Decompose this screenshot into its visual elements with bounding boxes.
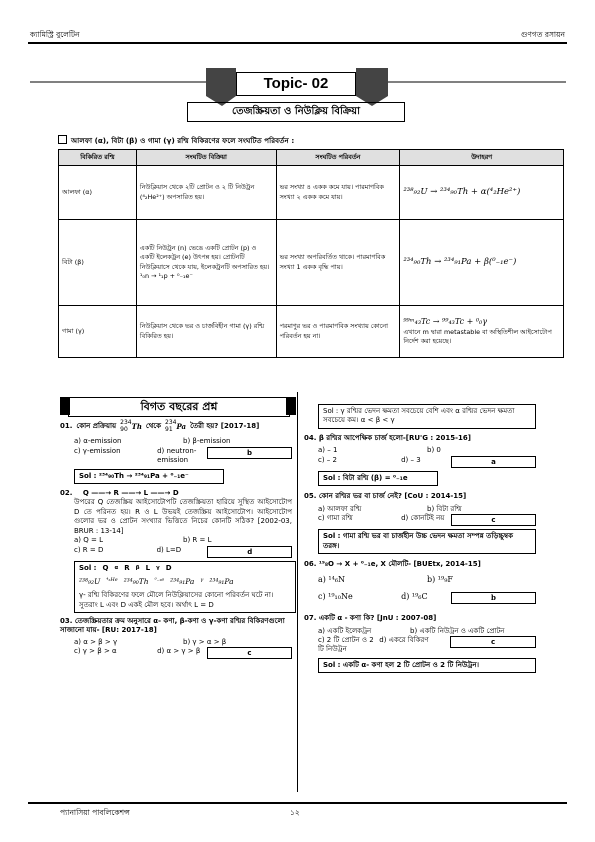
option-c[interactable]: c) γ > β > α xyxy=(74,647,117,656)
options-row xyxy=(60,437,292,446)
option-a[interactable]: a) α-emission xyxy=(74,437,122,446)
question-text: β রশ্মির আপেক্ষিক চার্জ হলো-[RU'G : 2015-16] xyxy=(318,433,471,442)
option-c[interactable]: c) – 2 xyxy=(318,455,337,464)
options-row xyxy=(60,647,292,659)
section-heading: বিগত বছরের প্রশ্ন xyxy=(68,397,290,417)
question-number: 02. xyxy=(60,488,73,497)
nuclide: ²³⁴₉₁Pa xyxy=(170,577,195,586)
nuclide-to xyxy=(165,420,186,433)
topic-subtitle: তেজস্ক্রিয়তা ও নিউক্লিয় বিক্রিয়া xyxy=(187,102,405,122)
example-equation: ⁹⁹ᵐ₄₃Tc → ⁹⁹₄₃Tc + ⁰₀γ xyxy=(403,317,488,327)
option-d[interactable]: d) L=D xyxy=(156,545,182,554)
cell-reaction: একটি নিউট্রন (n) ভেঙে একটি প্রোটন (p) ও একটি ইলেকট্রন (e) উৎপন্ন হয়। প্রোটনটি নিউক্লিয়াসে থেকে যায়, ইলেকট্রনটি অপসারিত হয়। ¹₀n → ¹₁p + ⁰₋₁e⁻ xyxy=(136,220,276,306)
question-text: কোন প্রক্রিয়ায় xyxy=(76,421,117,430)
answer-badge: b xyxy=(207,447,292,459)
option-c[interactable]: c) R = D xyxy=(74,545,104,554)
cell-example xyxy=(400,220,564,306)
column-divider xyxy=(297,392,298,792)
cell-change: ভর সংখ্যা অপরিবর্তিত থাকে। পারমাণবিক সংখ্যা 1 একক বৃদ্ধি পায়। xyxy=(276,220,400,306)
chain-arrow-label: β xyxy=(135,564,140,571)
options-row xyxy=(304,592,536,604)
header-left: ক্যামিস্ট্রি বুলেটিন xyxy=(30,30,80,39)
nuclide: ²³⁴₉₁Pa xyxy=(209,577,234,586)
option-b[interactable]: b) ¹⁹₉F xyxy=(427,575,453,585)
question-text: উপরের Q তেজস্ক্রিয় আইসোটোপটি তেজস্ক্রিয়তা হারিয়ে সুস্থিত আইসোটোপ D তে পরিনত হয়। R ও L উভয়ই তেজস্ক্রিয় আইসোটোপ। আইসোটোপ গুলোর ভর ও প্রোটন সংখ্যার ভিত্তিতে নিচের কোনটি সঠিক? [2002-03, BRUR : 13-14] xyxy=(74,498,292,535)
option-c[interactable]: c) γ-emission xyxy=(74,446,121,455)
chain-node: Q xyxy=(102,563,109,572)
mass-number: 234 xyxy=(165,419,177,426)
cell-change: পরমাণুর ভর ও পারমাণবিক সংখ্যায় কোনো পরিবর্তন হয় না। xyxy=(276,306,400,358)
option-d[interactable]: d) ¹⁹₆C xyxy=(401,592,428,602)
chain-arrow-label: α xyxy=(114,564,119,571)
question-01 xyxy=(60,420,292,433)
options-row xyxy=(304,575,536,586)
question-text: কোন রশ্মির ভর বা চার্জ নেই? [CoU : 2014-15] xyxy=(318,492,467,501)
atomic-number: 91 xyxy=(165,425,173,433)
question-04 xyxy=(304,434,536,443)
element-symbol: Th xyxy=(131,421,142,431)
table-header: উদাহরণ xyxy=(400,150,564,166)
option-b[interactable]: b) বিটা রশ্মি xyxy=(427,504,462,513)
atomic-number: 90 xyxy=(120,425,128,433)
option-a[interactable]: a) Q = L xyxy=(74,536,103,545)
footer-rule xyxy=(28,802,567,804)
solution-box xyxy=(74,561,296,613)
cell-example xyxy=(400,166,564,220)
emitted-particle: ⁰₋₁e xyxy=(154,577,165,583)
solution-box: Sol : বিটা রশ্মি (β) = ⁰₋₁e xyxy=(318,471,438,486)
page-number: ১২ xyxy=(290,808,300,817)
solution-box: Sol : গামা রশ্মি ভর বা চার্জহীন উচ্চ ভেদন ক্ষমতা সম্পন্ন তড়িচ্চুম্বক তরঙ্গ। xyxy=(318,529,536,554)
option-c[interactable]: c) 2 টি প্রোটন ও 2 টি নিউট্রন xyxy=(318,636,374,654)
table-header: সংঘটিত বিক্রিয়া xyxy=(136,150,276,166)
radiation-table xyxy=(58,149,564,358)
solution-box: Sol : ²³⁴₉₀Th → ²³⁴₉₁Pa + ⁰₋₁e⁻ xyxy=(74,469,224,484)
option-d[interactable]: d) – 3 xyxy=(401,455,421,464)
chain-arrow-label: γ xyxy=(156,564,160,571)
right-column xyxy=(304,404,536,673)
question-05 xyxy=(304,492,536,501)
options-row xyxy=(304,505,536,514)
intro-text: আলফা (α), বিটা (β) ও গামা (γ) রশ্মি বিকিরণের ফলে সংঘটিত পরিবর্তন : xyxy=(71,136,295,145)
decay-chain: Q ——→ R ——→ L ——→ D xyxy=(82,488,179,497)
table-header-row xyxy=(59,150,564,166)
nuclide-from xyxy=(120,420,142,433)
cell-example xyxy=(400,306,564,358)
cell-ray: বিটা (β) xyxy=(59,220,137,306)
option-d[interactable]: d) একরে বিকিরণ xyxy=(379,636,429,645)
example-equation: ²³⁴₉₀Th → ²³⁴₉₁Pa + β(⁰₋₁e⁻) xyxy=(403,257,517,268)
header-rule xyxy=(28,42,567,44)
chain-node: R xyxy=(124,563,130,572)
options-row xyxy=(304,514,536,526)
question-number: 04. xyxy=(304,433,317,442)
options-row xyxy=(60,536,292,545)
answer-badge: a xyxy=(451,456,536,468)
nuclide: ²³⁸₉₂U xyxy=(79,577,101,586)
option-b[interactable]: b) 0 xyxy=(427,446,441,455)
question-text: তৈরী হয়? [2017-18] xyxy=(190,421,260,430)
cell-ray: গামা (γ) xyxy=(59,306,137,358)
question-number: 07. xyxy=(304,614,317,623)
question-06 xyxy=(304,560,536,569)
option-b[interactable]: b) R = L xyxy=(183,536,212,545)
emitted-particle: ⁴₂He xyxy=(106,577,118,583)
cell-reaction: নিউক্লিয়াস থেকে ভর ও চার্জবিহীন গামা (γ) রশ্মি বিকিরিত হয়। xyxy=(136,306,276,358)
chain-node: D xyxy=(165,563,172,572)
table-row xyxy=(59,220,564,306)
answer-badge: b xyxy=(451,592,536,604)
cell-change: ভর সংখ্যা ৪ একক কমে যায়। পারমাণবিক সংখ্যা ২ একক কমে যায়। xyxy=(276,166,400,220)
option-b[interactable]: b) γ > α > β xyxy=(183,637,227,646)
option-c[interactable]: c) গামা রশ্মি xyxy=(318,514,353,523)
answer-badge: c xyxy=(207,647,292,659)
solution-box: Sol : একটি α- কণা হল 2 টি প্রোটন ও 2 টি নিউট্রন। xyxy=(318,658,536,673)
solution-box: Sol : γ রশ্মির ভেদন ক্ষমতা সবচেয়ে বেশি এবং α রশ্মির ভেদন ক্ষমতা সবচেয়ে কম। α < β < γ xyxy=(318,404,536,429)
emitted-particle: γ xyxy=(200,577,204,583)
table-row xyxy=(59,166,564,220)
footer-publisher: প্যানাসিয়া পাবলিকেশন্স xyxy=(60,808,130,817)
option-a[interactable]: a) একটি ইলেকট্রন xyxy=(318,626,372,635)
answer-badge: c xyxy=(450,636,536,648)
table-row xyxy=(59,306,564,358)
option-d[interactable]: d) neutron-emission xyxy=(157,446,197,465)
header-right: গুণগত রসায়ন xyxy=(520,30,565,39)
option-a[interactable]: a) α > β > γ xyxy=(74,637,118,646)
question-text: একটি α - কণা কি? [JnU : 2007-08] xyxy=(318,614,437,623)
option-b[interactable]: b) একটি নিউট্রন ও একটি প্রোটন xyxy=(410,626,505,635)
option-a[interactable]: a) – 1 xyxy=(318,446,338,455)
question-02 xyxy=(60,489,292,498)
solution-label: Sol : xyxy=(79,563,97,572)
topic-title: Topic- 02 xyxy=(236,72,356,96)
answer-badge: c xyxy=(451,514,536,526)
nuclide: ²³⁴₉₀Th xyxy=(123,577,149,586)
mass-number: 234 xyxy=(120,419,132,426)
solution-nuclides xyxy=(79,577,291,587)
option-a[interactable]: a) ¹⁴₆N xyxy=(318,575,346,585)
intro-line xyxy=(58,135,294,148)
example-note: এখানে m দ্বারা metastable বা অস্থিতিশীল আইসোটোপ নির্দেশ করা হয়েছে। xyxy=(403,328,552,346)
options-row xyxy=(304,456,536,468)
options-row xyxy=(304,446,536,455)
question-number: 01. xyxy=(60,421,73,430)
solution-chain xyxy=(79,564,291,573)
cell-ray: আলফা (α) xyxy=(59,166,137,220)
options-row xyxy=(60,546,292,558)
options-row xyxy=(304,627,536,636)
solution-text: γ- রশ্মি বিকিরণের ফলে মৌলে নিউক্লিয়াসের কোনো পরিবর্তন ঘটে না। সুতরাং L এবং D একই মৌল হবে। অর্থাৎ L = D xyxy=(79,591,274,609)
question-07 xyxy=(304,614,536,623)
question-number: 05. xyxy=(304,492,317,501)
checkbox-icon xyxy=(58,135,67,144)
question-text: থেকে xyxy=(145,421,162,430)
answer-badge: d xyxy=(207,546,292,558)
left-column xyxy=(60,420,292,659)
options-row xyxy=(60,638,292,647)
chain-node: L xyxy=(145,563,151,572)
table-header: বিকিরিত রশ্মি xyxy=(59,150,137,166)
option-b[interactable]: b) β-emission xyxy=(183,437,231,446)
options-row xyxy=(60,447,292,466)
element-symbol: Pa xyxy=(176,421,187,431)
question-number: 06. xyxy=(304,559,317,568)
question-03 xyxy=(60,617,292,636)
options-row xyxy=(304,636,536,655)
cell-reaction: নিউক্লিয়াস থেকে ২টি প্রোটন ও ২ টি নিউট্রন (⁴₂He²⁺) অপসারিত হয়। xyxy=(136,166,276,220)
example-equation: ²³⁸₉₂U → ²³⁴₉₀Th + α(⁴₂He²⁺) xyxy=(403,187,521,198)
option-c[interactable]: c) ¹⁹₁₀Ne xyxy=(318,592,353,602)
question-text: ¹⁹₈O → X + ⁰₋₁e, X মৌলটি- [BUEtx, 2014-15] xyxy=(318,559,481,568)
question-number: 03. xyxy=(60,617,73,625)
question-text: তেজস্ক্রিয়তার ক্রম অনুসারে α- কণা, β-কণা ও γ-কণা রশ্মির বিকিরণগুলো সাজানো যায়- [RU: 2017-18] xyxy=(60,617,285,635)
option-d[interactable]: d) কোনটিই নয় xyxy=(401,514,445,523)
option-d[interactable]: d) α > γ > β xyxy=(157,647,201,656)
table-header: সংঘটিত পরিবর্তন xyxy=(276,150,400,166)
option-a[interactable]: a) আলফা রশ্মি xyxy=(318,504,362,513)
